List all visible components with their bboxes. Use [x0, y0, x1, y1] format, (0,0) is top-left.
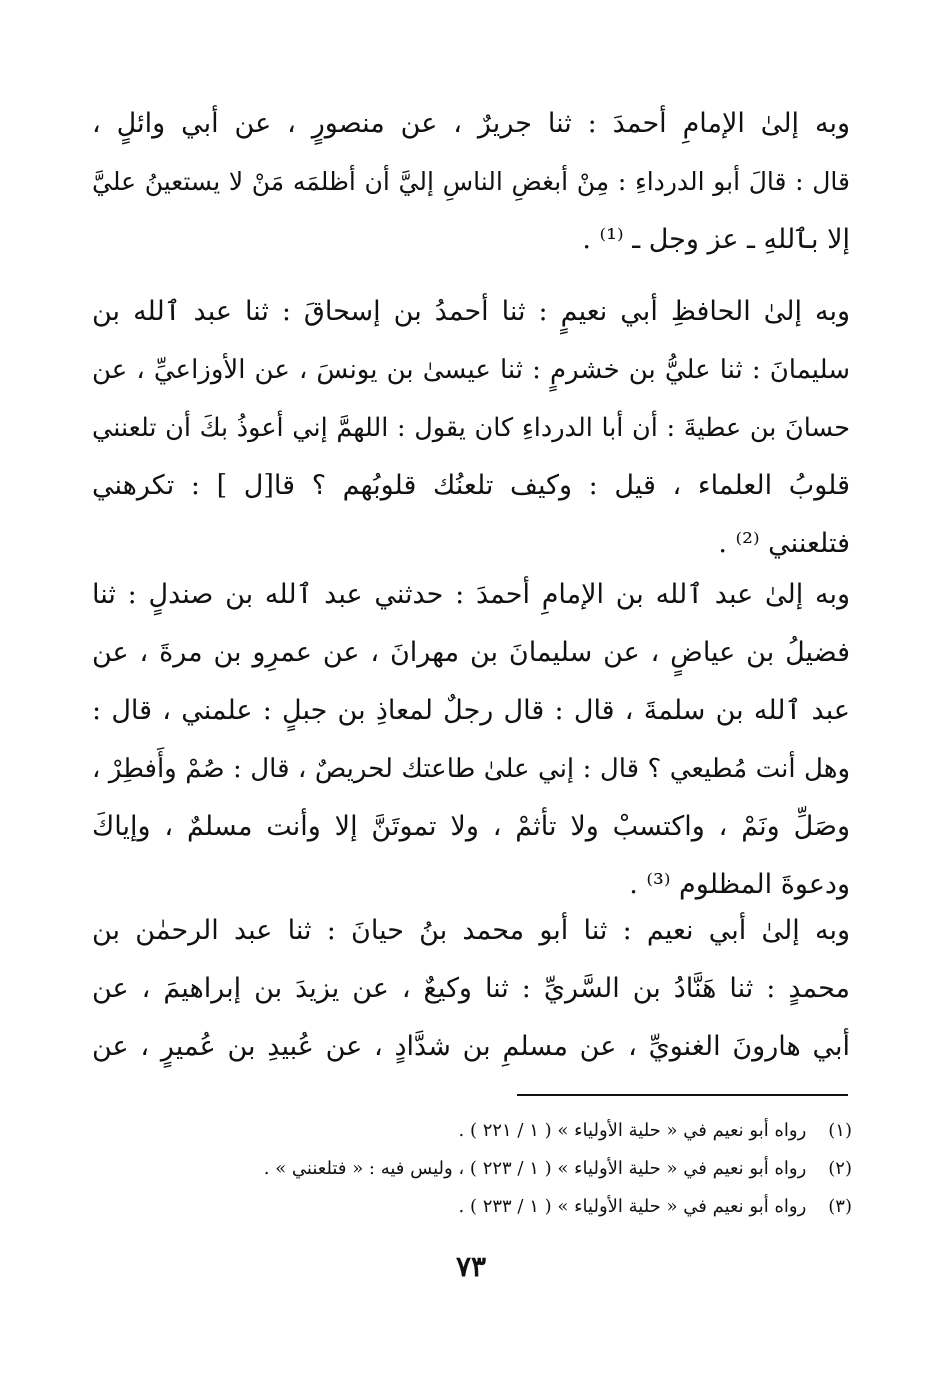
footnote-number: (١)	[828, 1120, 852, 1141]
text-line: أبي هارونَ الغنويِّ ، عن مسلمِ بن شدَّادٍ ، عن عُبيدِ بن عُميرٍ ، عن	[92, 1031, 850, 1062]
text-line: سليمانَ : ثنا عليُّ بن خشرمٍ : ثنا عيسىٰ بن يونسَ ، عن الأوزاعيِّ ، عن	[92, 355, 850, 385]
text-line: ودعوةَ المظلوم ⁽³⁾ .	[629, 869, 850, 900]
footnote-number: (٣)	[828, 1196, 852, 1217]
text-line: حسانَ بن عطيةَ : أن أبا الدرداءِ كان يقول : اللهمَّ إني أعوذُ بكَ أن تلعنني	[92, 413, 850, 443]
paragraph-3	[92, 566, 850, 914]
text-line: وبه إلىٰ عبد ٱلله بن الإمامِ أحمدَ : حدثني عبد ٱلله بن صندلٍ : ثنا	[92, 579, 850, 610]
footnote-3	[92, 1188, 852, 1226]
paragraph-1	[92, 95, 850, 269]
text-line: وهل أنت مُطيعي ؟ قال : إني علىٰ طاعتك لحريصٌ ، قال : صُمْ وأَفطِرْ ،	[92, 754, 850, 784]
footnote-text: رواه أبو نعيم في « حلية الأولياء » ( ١ / ٢٢٣ ) ، وليس فيه : « فتلعنني » .	[263, 1158, 807, 1179]
text-line: قلوبُ العلماء ، قيل : وكيف تلعنُك قلوبُهم ؟ قا[ل ] : تكرهني	[92, 470, 850, 501]
text-line: قال : قالَ أبو الدرداءِ : مِنْ أبغضِ الناسِ إليَّ أن أظلمَه مَنْ لا يستعينُ عليَّ	[92, 167, 850, 196]
paragraph-4	[92, 902, 850, 1076]
text-line: فضيلُ بن عياضٍ ، عن سليمانَ بن مهرانَ ، عن عمرِو بن مرةَ ، عن	[92, 637, 850, 668]
footnote-text: رواه أبو نعيم في « حلية الأولياء » ( ١ / ٢٢١ ) .	[458, 1120, 807, 1141]
text-line: إلا بٱللهِ ـ عز وجل ـ ⁽¹⁾ .	[582, 224, 850, 255]
footnote-number: (٢)	[828, 1158, 852, 1179]
footnote-text: رواه أبو نعيم في « حلية الأولياء » ( ١ / ٢٣٣ ) .	[458, 1196, 807, 1217]
text-line: محمدٍ : ثنا هَنَّادُ بن السَّريِّ : ثنا وكيعٌ ، عن يزيدَ بن إبراهيمَ ، عن	[92, 973, 850, 1004]
text-line: عبد ٱلله بن سلمةَ ، قال : قال رجلٌ لمعاذِ بن جبلٍ : علمني ، قال :	[92, 695, 850, 726]
page-number: ٧٣	[455, 1250, 487, 1283]
text-line: وبه إلىٰ الإمامِ أحمدَ : ثنا جريرٌ ، عن منصورٍ ، عن أبي وائلٍ ،	[92, 108, 850, 139]
footnote-1	[92, 1112, 852, 1150]
text-line: فتلعنني ⁽²⁾ .	[718, 528, 850, 559]
footnote-2	[92, 1150, 852, 1188]
paragraph-2	[92, 283, 850, 573]
text-line: وبه إلىٰ أبي نعيم : ثنا أبو محمد بنُ حيانَ : ثنا عبد الرحمٰن بن	[92, 915, 850, 946]
text-line: وصَلِّ ونَمْ ، واكتسبْ ولا تأثمْ ، ولا تموتَنَّ إلا وأنت مسلمٌ ، وإياكَ	[92, 811, 850, 842]
footnote-divider	[517, 1094, 848, 1096]
text-line: وبه إلىٰ الحافظِ أبي نعيمٍ : ثنا أحمدُ بن إسحاقَ : ثنا عبد ٱلله بن	[92, 296, 850, 327]
footnotes	[92, 1112, 852, 1226]
